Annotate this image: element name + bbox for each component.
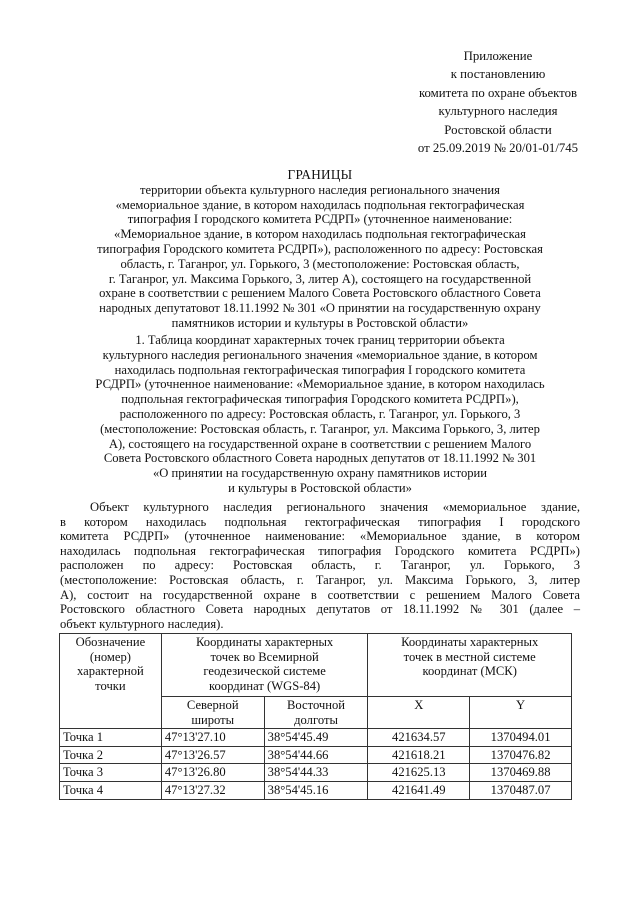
cell-north: 47°13'26.80 [161,764,264,782]
header-msk: Координаты характерных точек в местной системе координат (МСК) [368,634,572,697]
table-row [60,729,572,747]
title-line: область, г. Таганрог, ул. Горького, 3 (местоположение: Ростовская область, [120,256,520,271]
cell-y: 1370494.01 [470,729,572,747]
cell-east: 38°54'45.49 [264,729,368,747]
section-line: (местоположение: Ростовская область, г. Таганрог, ул. Максима Горького, 3, литер [100,421,540,436]
cell-y: 1370487.07 [470,781,572,799]
paragraph-line: расположен по адресу: Ростовская область, г. Таганрог, ул. Горького, 3 [60,558,580,573]
cell-north: 47°13'27.32 [161,781,264,799]
header-x: X [368,697,470,729]
cell-y: 1370469.88 [470,764,572,782]
title-line: народных депутатовот 18.11.1992 № 301 «О принятии на государственную охрану [99,301,541,316]
cell-east: 38°54'45.16 [264,781,368,799]
cell-point: Точка 2 [60,746,162,764]
cell-x: 421618.21 [368,746,470,764]
cell-north: 47°13'27.10 [161,729,264,747]
section-1-heading [60,333,580,496]
cell-x: 421634.57 [368,729,470,747]
header-north: Северной широты [161,697,264,729]
section-line: «О принятии на государственную охрану памятников истории [152,466,488,481]
table-row [60,764,572,782]
title-heading: ГРАНИЦЫ [287,167,353,182]
table-row [60,746,572,764]
section-line: РСДРП» (уточненное наименование: «Мемориальное здание, в котором находилась [95,377,545,392]
paragraph-line: Объект культурного наследия регионального значения «мемориальное здание, [90,500,580,514]
section-line: 1. Таблица координат характерных точек границ территории объекта [135,333,505,347]
appendix-line: Ростовской области [444,122,552,137]
title-line: типография I городского комитета РСДРП» (уточненное наименование: [127,212,513,227]
header-point: Обозначение (номер) характерной точки [60,634,162,729]
appendix-line: комитета по охране объектов [418,85,578,100]
appendix-line: к постановлению [450,67,546,82]
section-line: расположенного по адресу: Ростовская область, г. Таганрог, ул. Горького, 3 [119,406,521,421]
header-wgs84: Координаты характерных точек во Всемирной геодезической системе координат (WGS-84) [161,634,368,697]
header-y: Y [470,697,572,729]
document-title [60,168,580,331]
paragraph-line: комитета РСДРП» (уточненное наименование: «Мемориальное здание, в котором [60,529,580,544]
title-line: «Мемориальное здание, в котором находилась подпольная гектографическая [114,227,526,242]
appendix-line: культурного наследия [438,104,558,119]
cell-point: Точка 3 [60,764,162,782]
table-header-row [60,634,572,697]
appendix-line: Приложение [463,49,533,63]
paragraph-line: в котором находилась подпольная гектографическая типография I городского [60,514,580,529]
section-line: и культуры в Ростовской области» [228,480,412,495]
coordinates-table [59,633,572,800]
cell-point: Точка 4 [60,781,162,799]
cell-x: 421641.49 [368,781,470,799]
appendix-line: от 25.09.2019 № 20/01-01/745 [417,141,579,156]
cell-north: 47°13'26.57 [161,746,264,764]
paragraph-line: (местоположение: Ростовская область, г. Таганрог, ул. Максима Горького, 3, литер [60,572,580,587]
section-line: подпольная гектографическая типография Городского комитета РСДРП»), [121,392,519,407]
cell-y: 1370476.82 [470,746,572,764]
title-line: охране в соответствии с решением Малого Совета Ростовского областного Совета [99,286,541,301]
paragraph-line: А), состоит на государственной охране в соответствии с решением Малого Совета [60,587,580,602]
cell-east: 38°54'44.33 [264,764,368,782]
table-row [60,781,572,799]
section-line: А), состоящего на государственной охране в соответствии с решением Малого [108,436,532,451]
section-line: культурного наследия регионального значения «мемориальное здание, в котором [102,347,538,362]
appendix-block [398,47,598,157]
title-line: г. Таганрог, ул. Максима Горького, 3, литер А), состоящего на государственной [108,271,532,286]
title-line: типография Городского комитета РСДРП»), расположенного по адресу: Ростовская [97,241,543,256]
object-description-paragraph [60,500,580,631]
paragraph-line: объект культурного наследия). [60,616,224,631]
section-line: находилась подпольная гектографическая типография I городского комитета [114,362,526,377]
cell-point: Точка 1 [60,729,162,747]
cell-x: 421625.13 [368,764,470,782]
paragraph-line: находилась подпольная гектографическая типография Городского комитета РСДРП») [60,543,580,558]
section-line: Совета Ростовского областного Совета народных депутатов от 18.11.1992 № 301 [103,451,537,466]
header-east: Восточной долготы [264,697,368,729]
title-line: памятников истории и культуры в Ростовской области» [171,315,469,330]
paragraph-line: Ростовского областного Совета народных депутатов от 18.11.1992 № 301 (далее – [60,602,580,617]
title-line: «мемориальное здание, в котором находилась подпольная гектографическая [115,197,525,212]
title-line: территории объекта культурного наследия регионального значения [140,182,500,197]
cell-east: 38°54'44.66 [264,746,368,764]
